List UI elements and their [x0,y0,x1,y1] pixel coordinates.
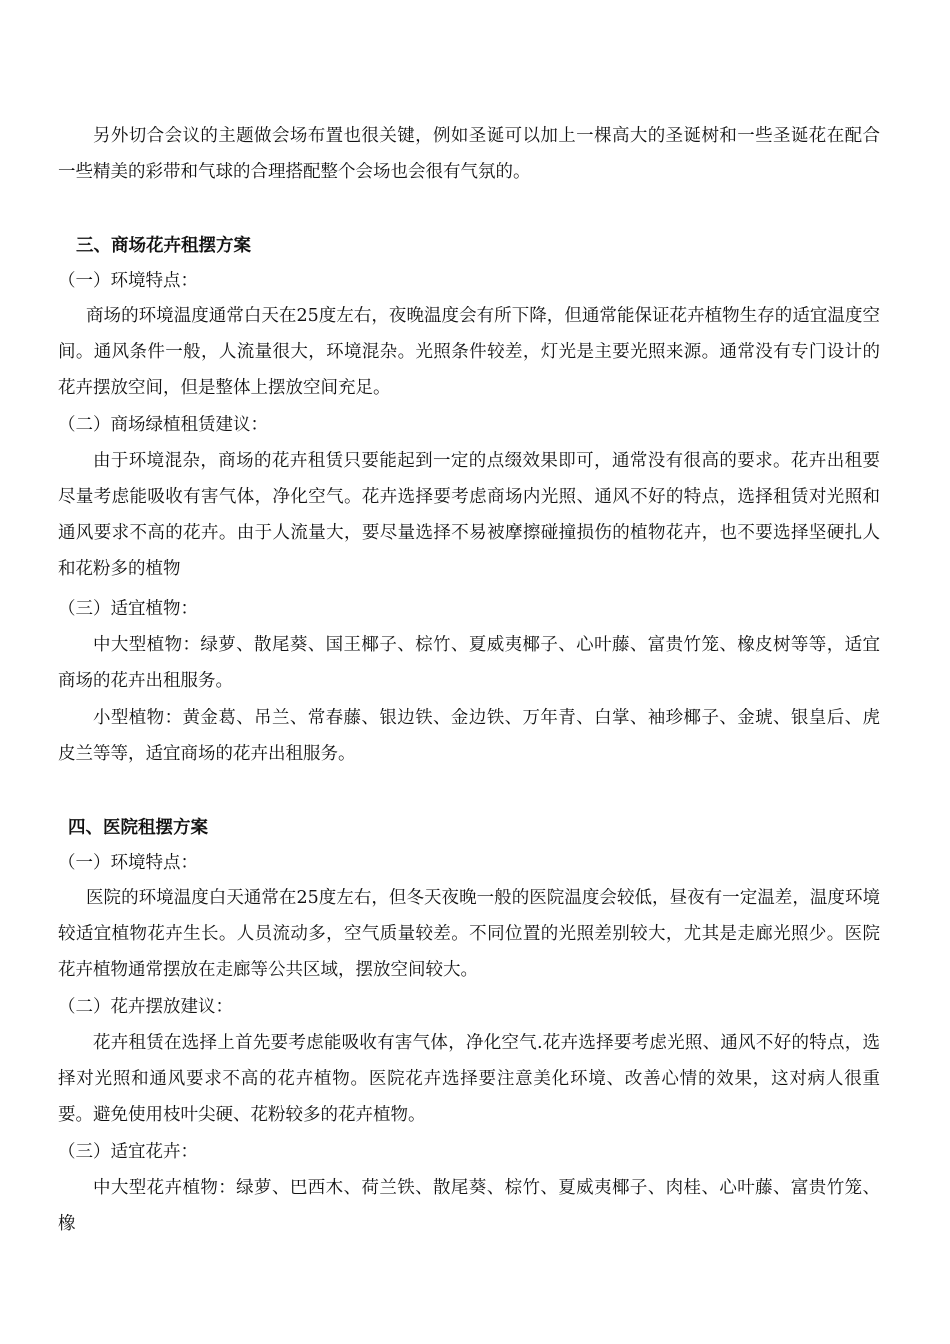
section-4-paragraph-3: 中大型花卉植物：绿萝、巴西木、荷兰铁、散尾葵、棕竹、夏威夷椰子、肉桂、心叶藤、富贵竹笼、橡 [58,1178,880,1234]
section-3-subheading-2: （二）商场绿植租赁建议： [58,415,268,435]
intro-paragraph: 另外切合会议的主题做会场布置也很关键，例如圣诞可以加上一棵高大的圣诞树和一些圣诞花在配合一些精美的彩带和气球的合理搭配整个会场也会很有气氛的。 [58,126,880,182]
section-4-subheading-2: （二）花卉摆放建议： [58,997,233,1017]
section-4-subheading-1: （一）环境特点： [58,853,198,873]
section-4-heading: 四、医院租摆方案 [68,818,208,838]
section-3-subheading-3: （三）适宜植物： [58,599,198,619]
section-3-paragraph-1: 商场的环境温度通常白天在25度左右，夜晚温度会有所下降，但通常能保证花卉植物生存的适宜温度空间。通风条件一般，人流量很大，环境混杂。光照条件较差，灯光是主要光照来源。通常没有专门设计的花卉摆放空间，但是整体上摆放空间充足。 [58,306,880,398]
section-3-paragraph-4: 小型植物：黄金葛、吊兰、常春藤、银边铁、金边铁、万年青、白掌、袖珍椰子、金琥、银皇后、虎皮兰等等，适宜商场的花卉出租服务。 [58,708,880,764]
section-3-heading: 三、商场花卉租摆方案 [76,236,251,256]
section-4-paragraph-2: 花卉租赁在选择上首先要考虑能吸收有害气体，净化空气.花卉选择要考虑光照、通风不好的特点，选择对光照和通风要求不高的花卉植物。医院花卉选择要注意美化环境、改善心情的效果，这对病人很重要。避免使用枝叶尖硬、花粉较多的花卉植物。 [58,1033,880,1125]
section-4-paragraph-1: 医院的环境温度白天通常在25度左右，但冬天夜晚一般的医院温度会较低，昼夜有一定温差，温度环境较适宜植物花卉生长。人员流动多，空气质量较差。不同位置的光照差别较大，尤其是走廊光照少。医院花卉植物通常摆放在走廊等公共区域，摆放空间较大。 [58,888,880,980]
section-3-paragraph-3: 中大型植物：绿萝、散尾葵、国王椰子、棕竹、夏威夷椰子、心叶藤、富贵竹笼、橡皮树等等，适宜商场的花卉出租服务。 [58,635,880,691]
section-4-subheading-3: （三）适宜花卉： [58,1142,198,1162]
section-3-subheading-1: （一）环境特点： [58,271,198,291]
section-3-paragraph-2: 由于环境混杂，商场的花卉租赁只要能起到一定的点缀效果即可，通常没有很高的要求。花卉出租要尽量考虑能吸收有害气体，净化空气。花卉选择要考虑商场内光照、通风不好的特点，选择租赁对光照和通风要求不高的花卉。由于人流量大，要尽量选择不易被摩擦碰撞损伤的植物花卉，也不要选择坚硬扎人和花粉多的植物 [58,451,880,579]
